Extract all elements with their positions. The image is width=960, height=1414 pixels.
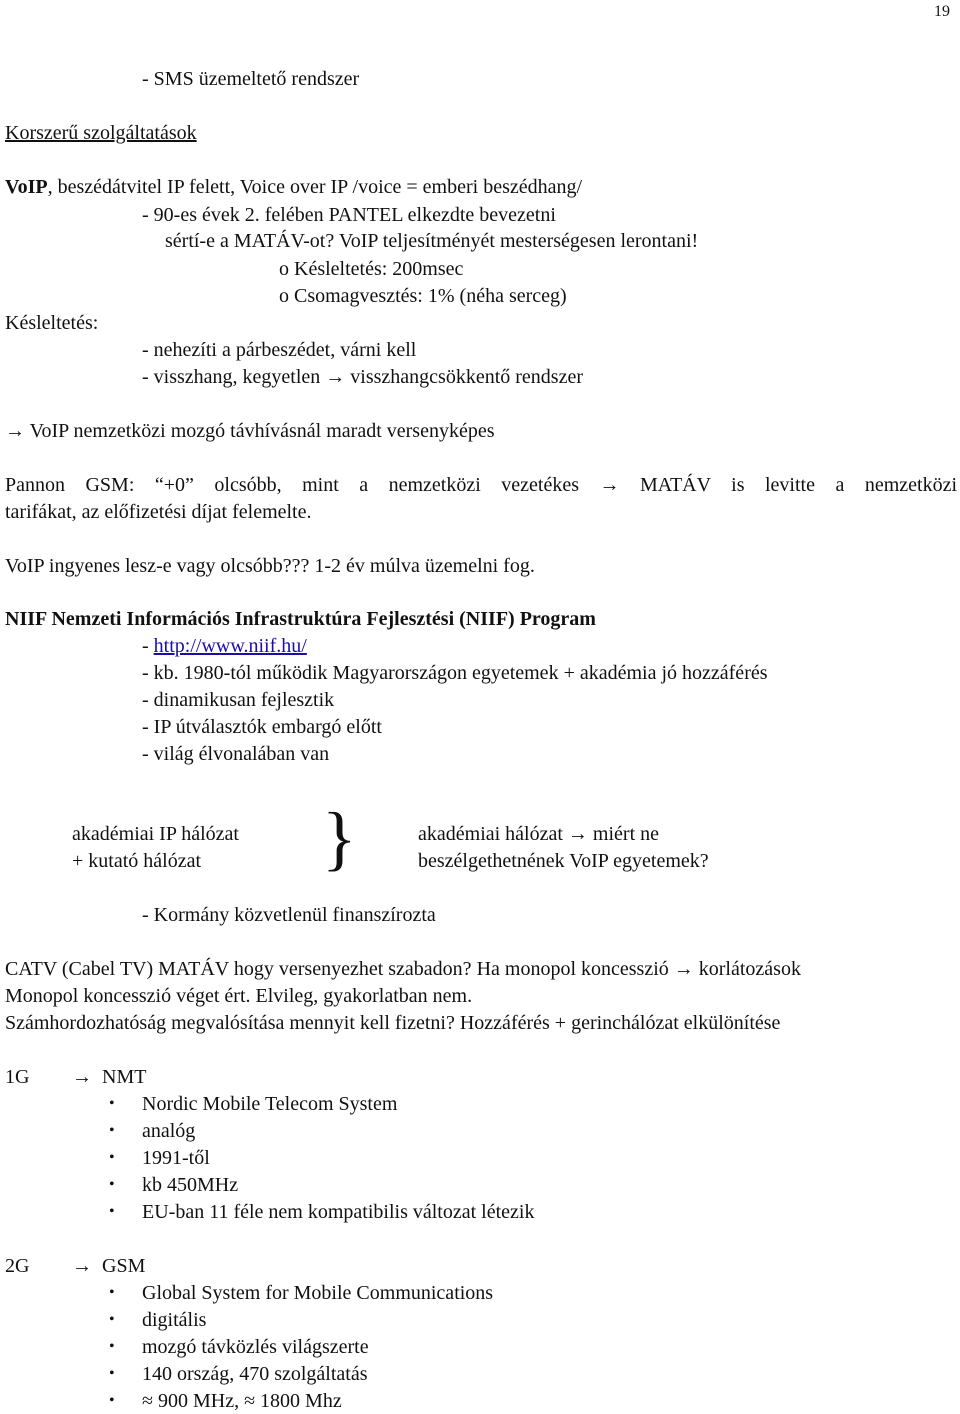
gov-funding: - Kormány közvetlenül finanszírozta (142, 904, 436, 926)
academic-right-2: beszélgethetnének VoIP egyetemek? (418, 850, 709, 872)
gen1-item: kb 450MHz (142, 1174, 239, 1196)
gen2-item: Global System for Mobile Communications (142, 1282, 494, 1304)
matav-question: sértí-e a MATÁV-ot? VoIP teljesítményét mesterségesen lerontani! (165, 230, 699, 252)
bullet-icon: • (109, 1176, 115, 1193)
gen2-item: digitális (142, 1309, 207, 1331)
gen1-label: 1G (5, 1066, 30, 1088)
bullet-icon: • (109, 1149, 115, 1166)
voip-bold: VoIP (5, 176, 48, 198)
niif-item: - dinamikusan fejlesztik (142, 689, 335, 711)
gen2-label: 2G (5, 1255, 30, 1277)
voip-intro (5, 175, 582, 199)
bullet-icon: • (109, 1284, 115, 1301)
pannon-line-2: tarifákat, az előfizetési díjat felemelte. (5, 501, 312, 523)
academic-right-1: akadémiai hálózat → miért ne (418, 823, 660, 845)
niif-title: NIIF Nemzeti Információs Infrastruktúra Fejlesztési (NIIF) Program (5, 608, 596, 630)
bullet-icon: • (109, 1203, 115, 1220)
curly-brace: } (322, 798, 357, 878)
delay-heading: Késleltetés: (5, 312, 99, 334)
pannon-line-1: Pannon GSM: “+0” olcsóbb, mint a nemzetközi vezetékes → MATÁV is levitte a nemzetközi (5, 474, 957, 496)
catv-line: CATV (Cabel TV) MATÁV hogy versenyezhet szabadon? Ha monopol koncesszió → korlátozások (5, 958, 801, 980)
bullet-icon: • (109, 1311, 115, 1328)
arrow-icon: → (72, 1255, 92, 1277)
voip-competitive: → VoIP nemzetközi mozgó távhívásnál maradt versenyképes (5, 420, 495, 442)
sms-line: - SMS üzemeltető rendszer (142, 68, 360, 90)
niif-item: - IP útválasztók embargó előtt (142, 716, 382, 738)
niif-item: - kb. 1980-tól működik Magyarországon egyetemek + akadémia jó hozzáférés (142, 662, 768, 684)
niif-item: - világ élvonalában van (142, 743, 330, 765)
gen1-item: Nordic Mobile Telecom System (142, 1093, 398, 1115)
catv-line: Számhordozhatóság megvalósítása mennyit kell fizetni? Hozzáférés + gerinchálózat elkülönítése (5, 1012, 781, 1034)
bullet-icon: • (109, 1338, 115, 1355)
delay-item: - visszhang, kegyetlen → visszhangcsökkentő rendszer (142, 366, 583, 388)
bullet-icon: • (109, 1365, 115, 1382)
gen2-title-row (72, 1254, 145, 1278)
voip-intro-rest: , beszédátvitel IP felett, Voice over IP /voice = emberi beszédhang/ (47, 176, 583, 198)
academic-left-2: + kutató hálózat (72, 850, 202, 872)
gen2-item: mozgó távközlés világszerte (142, 1336, 369, 1358)
niif-link[interactable]: http://www.niif.hu/ (153, 635, 307, 657)
bullet-icon: • (109, 1392, 115, 1409)
gen1-item: analóg (142, 1120, 196, 1142)
sub-loss: o Csomagvesztés: 1% (néha serceg) (279, 285, 567, 307)
gen2-item: 140 ország, 470 szolgáltatás (142, 1363, 368, 1385)
sub-delay: o Késleltetés: 200msec (279, 258, 464, 280)
gen2-title: GSM (102, 1255, 146, 1277)
page-number: 19 (934, 3, 950, 20)
niif-link-row: - http://www.niif.hu/ (142, 635, 307, 657)
gen1-item: 1991-től (142, 1147, 210, 1169)
academic-left-1: akadémiai IP hálózat (72, 823, 239, 845)
catv-line: Monopol koncesszió véget ért. Elvileg, gyakorlatban nem. (5, 985, 473, 1007)
section-heading-modern-services: Korszerű szolgáltatások (5, 122, 197, 144)
gen1-title: NMT (102, 1066, 147, 1088)
bullet-icon: • (109, 1122, 115, 1139)
arrow-icon: → (72, 1066, 92, 1088)
gen1-title-row (72, 1065, 146, 1089)
bullet-icon: • (109, 1095, 115, 1112)
gen1-item: EU-ban 11 féle nem kompatibilis változat létezik (142, 1201, 535, 1223)
dash-90s: - 90-es évek 2. felében PANTEL elkezdte bevezetni (142, 204, 556, 226)
delay-item: - nehezíti a párbeszédet, várni kell (142, 339, 417, 361)
voip-free-question: VoIP ingyenes lesz-e vagy olcsóbb??? 1-2 év múlva üzemelni fog. (5, 555, 535, 577)
gen2-item: ≈ 900 MHz, ≈ 1800 Mhz (142, 1390, 342, 1412)
